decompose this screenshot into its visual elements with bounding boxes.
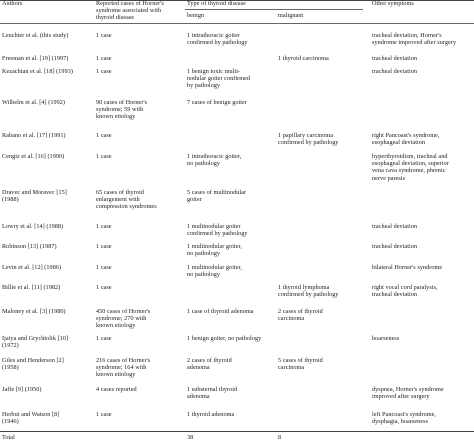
cell-other: esophageal deviation, superior [372,160,449,168]
cell-reported: 4 cases reported [96,386,137,393]
cell-malignant: 5 cases of thyroid [278,357,323,364]
cell-benign: 1 intrathoracic goiter, [187,153,242,160]
cell-author: Billie et al. [11] (1982) [2,284,61,291]
header-benign: benign [187,12,205,19]
cell-reported: 1 case [96,284,112,291]
cell-reported: 216 cases of Horner's [96,357,151,364]
cell-malignant: carcinoma [278,364,305,372]
total-rule [0,431,474,432]
cell-author: Dravec and Moravec [15] [2,189,67,196]
cell-other: tracheal deviation, Horner's [372,32,442,39]
header-malignant: malignant [278,12,304,19]
cell-reported: known etiology [96,113,136,121]
cell-reported: syndrome; 164 with [96,364,147,372]
cell-reported: 1 case [96,335,112,342]
cell-other: dysphagia, hoarseness [372,418,429,426]
cell-malignant: carcinoma [278,315,305,323]
cell-other: improved after surgery [372,393,430,401]
cell-reported: 1 case [96,264,112,271]
cell-reported: 450 cases of Horner's [96,308,151,315]
cell-reported: 1 case [96,32,112,39]
cell-benign: 2 cases of thyroid [187,357,232,364]
cell-other: hoarseness [372,335,400,342]
header-reported-3: thyroid disease [96,14,135,21]
cell-other: syndrome improved after surgery [372,39,457,47]
cell-other: right Pancoast's syndrome, [372,132,440,139]
cell-reported: 1 case [96,243,112,250]
cell-reported: 90 cases of Horner's [96,99,148,106]
header-reported-1: Reported cases of Horner's [96,0,164,7]
cell-benign: confirmed by pathology [187,39,248,47]
cell-author: Levin et al. [12] (1986) [2,264,62,271]
cell-other: left Pancoast's syndrome, [372,411,437,418]
cell-author: Robinson [13] (1987) [2,243,57,250]
header-type: Type of thyroid disease [187,0,246,7]
cell-malignant: 1 papillary carcinoma [278,132,333,139]
cell-author: Lowry et al. [14] (1988) [2,223,64,230]
cell-author: Leuchter et al. (this study) [2,32,69,39]
cell-benign: goiter [187,196,202,204]
cell-benign: 1 multinodular goiter, [187,264,242,271]
cell-reported: 1 case [96,55,112,62]
cell-benign: 1 substernal thyroid [187,386,238,393]
cell-reported: compression syndromes [96,203,157,211]
cell-malignant: 2 cases of thyroid [278,308,323,315]
cell-author: Rabano et al. [17] (1991) [2,132,66,139]
cell-benign: adenoma [187,393,210,401]
cell-benign: confirmed by pathology [187,230,248,238]
cell-other: vena cava syndrome, phrenic [372,167,446,175]
total-malignant: 8 [278,434,282,441]
header-subrule [185,9,363,10]
cell-other: nerve paresis [372,174,406,182]
total-benign: 38 [187,434,194,441]
cell-other: tracheal deviation [372,55,418,62]
cell-author: Herbut and Watson [8] [2,411,60,418]
cell-reported: enlargement with [96,196,140,204]
cell-reported: 1 case [96,223,112,230]
cell-other: bilateral Horner's syndrome [372,264,443,271]
cell-benign: 7 cases of benign goiter [187,99,247,106]
cell-benign: no pathology [187,160,221,168]
cell-reported: 1 case [96,132,112,139]
cell-other: hyperthyroidism, tracheal and [372,153,448,160]
cell-author: Jaffe [9] (1950) [2,386,42,393]
cell-benign: 1 thyroid adenoma [187,411,235,418]
cell-benign: 1 case of thyroid adenoma [187,308,254,315]
cell-reported: known etiology [96,322,136,330]
header-bottom-rule [0,23,474,24]
cell-other: esophageal deviation [372,139,426,147]
cell-author: (1946) [2,418,19,426]
header-other: Other symptoms [372,0,414,7]
cell-other: dyspnea, Horner's syndrome [372,386,444,393]
header-authors: Authors [2,0,23,7]
cell-benign: by pathology [187,82,221,90]
cell-benign: 1 multinodular goiter [187,223,241,230]
cell-author: Freeman et al. [19] (1997) [2,55,69,62]
cell-malignant: 1 thyroid carcinoma [278,55,329,62]
cell-author: Wilhelm et al. [4] (1992) [2,99,66,106]
cell-malignant: confirmed by pathology [278,291,339,299]
cell-other: tracheal deviation [372,291,418,299]
cell-other: right vocal cord paralysis, [372,284,438,291]
cell-other: tracheal deviation [372,68,418,75]
cell-author: (1972) [2,342,19,350]
cell-benign: 1 benign toxic multi- [187,68,241,75]
cell-benign: adenoma [187,364,210,372]
cell-benign: no pathology [187,250,221,258]
cell-author: Giles and Henderson [2] [2,357,64,364]
cell-reported: known etiology [96,371,136,379]
cell-reported: 65 cases of thyroid [96,189,144,196]
total-label: Total [2,434,15,441]
cell-benign: 1 benign goiter, no pathology [187,335,262,342]
cell-author: (1988) [2,196,19,204]
cell-benign: nodular goiter confirmed [187,75,251,83]
cell-benign: 1 intrathoracic goiter [187,32,240,39]
cell-benign: 1 multinodular goiter, [187,243,242,250]
cell-other: tracheal deviation [372,243,418,250]
cell-benign: no pathology [187,271,221,279]
cell-reported: syndrome; 270 with [96,315,147,323]
cell-reported: 1 case [96,153,112,160]
cell-reported: 1 case [96,68,112,75]
cell-author: Kezachian et al. [18] (1993) [2,68,73,75]
cell-other: tracheal deviation [372,223,418,230]
cell-malignant: 1 thyroid lymphoma [278,284,330,291]
cell-author: Cengiz et al. [16] (1990) [2,153,65,160]
cell-reported: syndrome; 59 with [96,106,144,114]
cell-author: Ijaiya and Grychtolik [10] [2,335,69,342]
cell-malignant: confirmed by pathology [278,139,339,147]
cell-reported: 1 case [96,411,112,418]
header-reported-2: syndrome associated with [96,7,162,14]
cell-author: Maloney et al. [3] (1980) [2,308,66,315]
cell-benign: 5 cases of multinodular [187,189,247,196]
cell-author: (1958) [2,364,19,372]
